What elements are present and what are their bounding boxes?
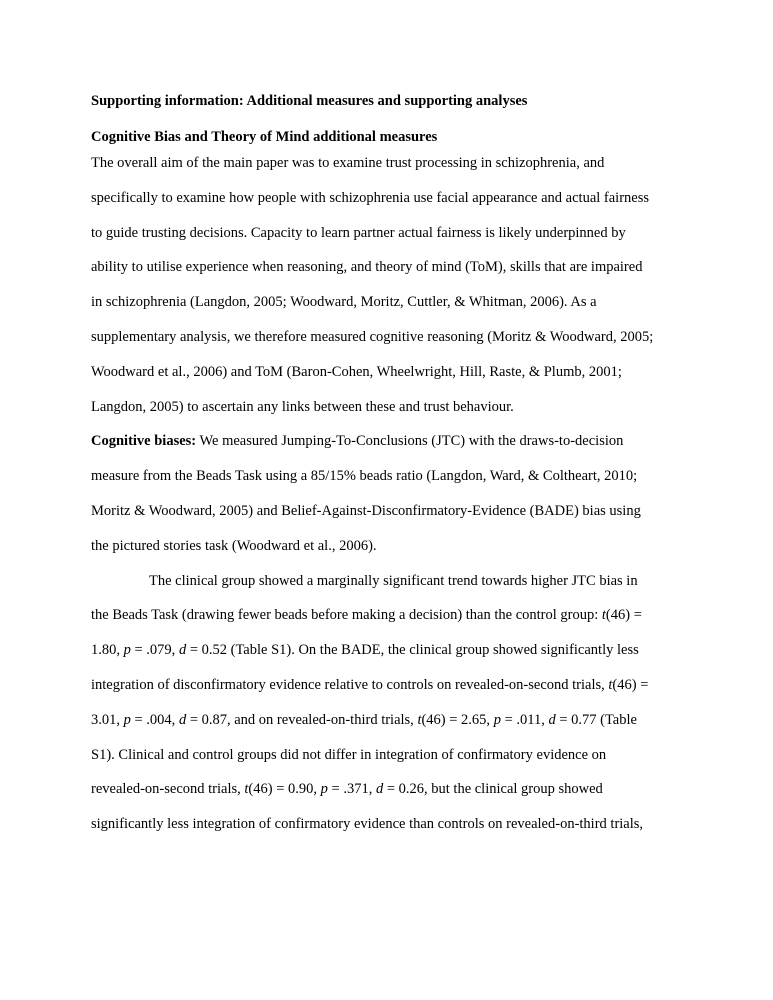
paragraph-line [91,703,691,738]
line-text: = 0.77 (Table [555,711,637,728]
paragraph-line [91,633,691,668]
paragraph-line: ability to utilise experience when reasoning, and theory of mind (ToM), skills that are impaired [91,259,643,276]
paragraph-line [91,772,691,807]
main-heading: Supporting information: Additional measures and supporting analyses [91,93,528,109]
line-text: We measured Jumping-To-Conclusions (JTC) with the draws-to-decision [196,433,624,450]
line-text: = 0.52 (Table S1). On the BADE, the clinical group showed significantly less [186,642,639,659]
line-text: = 0.87, and on revealed-on-third trials, [186,711,418,728]
stat-symbol: p [123,642,131,659]
paragraph-results [91,564,691,842]
line-text: = .371, [327,781,376,798]
stat-symbol: t [417,711,422,728]
stat-symbol: p [493,711,501,728]
line-text: revealed-on-second trials, [91,781,245,798]
line-text: = 0.26, but the clinical group showed [383,781,603,798]
document-page [91,88,691,842]
paragraph-cognitive-biases [91,424,691,563]
line-text: = .011, [500,711,549,728]
inline-label: Cognitive biases: [91,433,197,450]
paragraph-line: S1). Clinical and control groups did not differ in integration of confirmatory evidence on [91,746,607,763]
paragraph-line: Moritz & Woodward, 2005) and Belief-Against-Disconfirmatory-Evidence (BADE) bias using [91,502,641,519]
line-text: (46) = [605,607,642,624]
line-text: = .004, [130,711,179,728]
line-text: 1.80, [91,642,124,659]
line-text: the Beads Task (drawing fewer beads before making a decision) than the control group: [91,607,602,624]
stat-symbol: d [548,711,556,728]
paragraph-line: Woodward et al., 2006) and ToM (Baron-Cohen, Wheelwright, Hill, Raste, & Plumb, 2001; [91,363,622,380]
stat-symbol: d [375,781,384,798]
line-text: (46) = 0.90, [248,781,321,798]
stat-symbol: t [601,607,606,624]
paragraph-line: Langdon, 2005) to ascertain any links between these and trust behaviour. [91,398,514,415]
line-text: 3.01, [91,711,124,728]
paragraph-line: The clinical group showed a marginally significant trend towards higher JTC bias in [149,572,638,589]
paragraph-line [91,598,691,633]
stat-symbol: d [178,711,187,728]
paragraph-line: specifically to examine how people with schizophrenia use facial appearance and actual fairness [91,189,650,206]
line-text: integration of disconfirmatory evidence relative to controls on revealed-on-second trials, [91,676,609,693]
line-text: (46) = 2.65, [421,711,494,728]
paragraph-line [91,424,691,459]
stat-symbol: t [244,781,249,798]
paragraph-line: supplementary analysis, we therefore measured cognitive reasoning (Moritz & Woodward, 2005; [91,328,654,345]
paragraph-line: in schizophrenia (Langdon, 2005; Woodward, Moritz, Cuttler, & Whitman, 2006). As a [91,294,597,311]
paragraph-line: significantly less integration of confirmatory evidence than controls on revealed-on-third trials, [91,816,644,833]
section-heading: Cognitive Bias and Theory of Mind additional measures [91,129,438,145]
paragraph-line: The overall aim of the main paper was to examine trust processing in schizophrenia, and [91,155,605,171]
stat-symbol: t [608,676,613,693]
line-text: = .079, [130,642,179,659]
paragraph-line: measure from the Beads Task using a 85/15% beads ratio (Langdon, Ward, & Coltheart, 2010; [91,468,638,485]
paragraph-line: to guide trusting decisions. Capacity to learn partner actual fairness is likely underpinned by [91,224,626,241]
line-text: (46) = [612,676,649,693]
stat-symbol: d [178,642,187,659]
paragraph-line [91,668,691,703]
paragraph-line: the pictured stories task (Woodward et al., 2006). [91,537,377,554]
stat-symbol: p [123,711,131,728]
stat-symbol: p [320,781,328,798]
paragraph-overview [91,146,691,424]
